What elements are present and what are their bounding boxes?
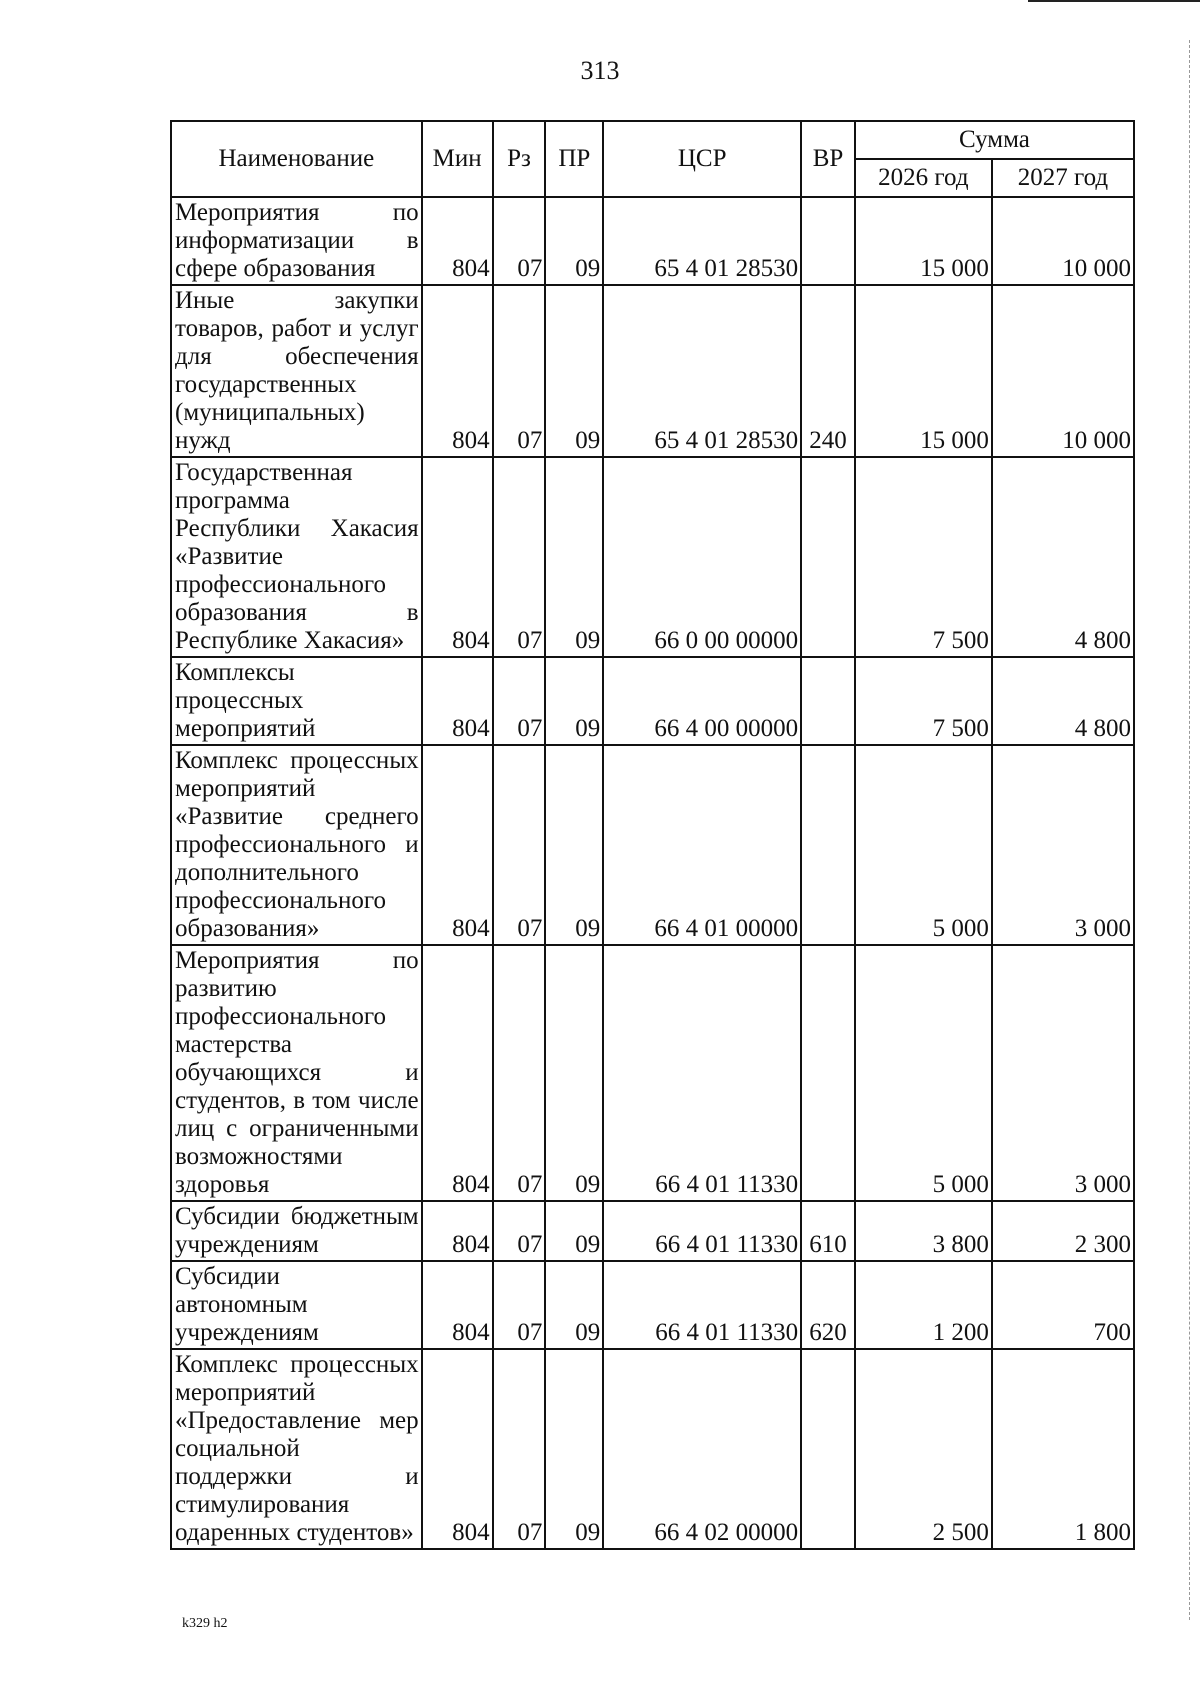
header-sum: Сумма [855,121,1134,159]
header-min: Мин [422,121,493,197]
table-row [171,1349,1134,1549]
table-body [171,197,1134,1549]
row-vr: 240 [801,285,855,457]
row-sum-2027: 700 [992,1261,1134,1349]
row-rz: 07 [493,1201,546,1261]
row-rz: 07 [493,457,546,657]
row-sum-2026: 7 500 [855,657,992,745]
header-rz: Рз [493,121,546,197]
row-csr: 65 4 01 28530 [603,285,801,457]
row-sum-2027: 4 800 [992,657,1134,745]
row-min: 804 [422,285,493,457]
row-pr: 09 [545,745,603,945]
row-sum-2027: 10 000 [992,285,1134,457]
row-sum-2026: 7 500 [855,457,992,657]
header-year-2026: 2026 год [855,159,992,197]
row-sum-2027: 1 800 [992,1349,1134,1549]
row-csr: 66 4 01 00000 [603,745,801,945]
row-sum-2027: 3 000 [992,745,1134,945]
table-row [171,945,1134,1201]
row-name: Субсидии бюджетным учреждениям [171,1201,422,1261]
scan-margin-line [1189,40,1190,1620]
row-vr [801,657,855,745]
row-rz: 07 [493,285,546,457]
table-row [171,1261,1134,1349]
row-name: Государственная программа Республики Хакасия «Развитие профессионального образования в Республике Хакасия» [171,457,422,657]
row-min: 804 [422,945,493,1201]
row-csr: 66 0 00 00000 [603,457,801,657]
row-pr: 09 [545,285,603,457]
row-csr: 66 4 02 00000 [603,1349,801,1549]
row-csr: 66 4 01 11330 [603,945,801,1201]
row-vr [801,1349,855,1549]
header-pr: ПР [545,121,603,197]
row-pr: 09 [545,457,603,657]
table-row [171,745,1134,945]
row-min: 804 [422,657,493,745]
row-sum-2026: 15 000 [855,197,992,285]
table-header [171,121,1134,197]
row-name: Комплексы процессных мероприятий [171,657,422,745]
row-min: 804 [422,745,493,945]
row-name: Мероприятия по информатизации в сфере образования [171,197,422,285]
row-pr: 09 [545,1349,603,1549]
footer-document-code: k329 h2 [182,1616,228,1631]
row-vr: 610 [801,1201,855,1261]
row-sum-2026: 5 000 [855,945,992,1201]
row-rz: 07 [493,745,546,945]
page-number: 313 [580,56,620,85]
row-sum-2026: 5 000 [855,745,992,945]
budget-table [170,120,1135,1550]
table-row [171,457,1134,657]
row-vr: 620 [801,1261,855,1349]
row-vr [801,457,855,657]
row-min: 804 [422,1261,493,1349]
scan-edge-line [1028,0,1200,2]
row-rz: 07 [493,1261,546,1349]
header-name: Наименование [171,121,422,197]
row-name: Субсидии автономным учреждениям [171,1261,422,1349]
row-sum-2027: 3 000 [992,945,1134,1201]
row-min: 804 [422,1349,493,1549]
row-sum-2026: 3 800 [855,1201,992,1261]
header-csr: ЦСР [603,121,801,197]
row-vr [801,945,855,1201]
row-csr: 65 4 01 28530 [603,197,801,285]
row-sum-2027: 10 000 [992,197,1134,285]
header-vr: ВР [801,121,855,197]
row-sum-2027: 4 800 [992,457,1134,657]
row-csr: 66 4 01 11330 [603,1261,801,1349]
row-pr: 09 [545,657,603,745]
row-sum-2027: 2 300 [992,1201,1134,1261]
row-vr [801,745,855,945]
row-name: Комплекс процессных мероприятий «Развитие среднего профессионального и дополнительного профессионального образования» [171,745,422,945]
table-row [171,1201,1134,1261]
row-sum-2026: 2 500 [855,1349,992,1549]
row-csr: 66 4 00 00000 [603,657,801,745]
row-pr: 09 [545,197,603,285]
row-pr: 09 [545,945,603,1201]
row-name: Комплекс процессных мероприятий «Предоставление мер социальной поддержки и стимулирования одаренных студентов» [171,1349,422,1549]
row-rz: 07 [493,945,546,1201]
row-rz: 07 [493,197,546,285]
table-row [171,285,1134,457]
row-pr: 09 [545,1201,603,1261]
row-name: Мероприятия по развитию профессионального мастерства обучающихся и студентов, в том числе лиц с ограниченными возможностями здоровья [171,945,422,1201]
row-min: 804 [422,1201,493,1261]
table-row [171,197,1134,285]
row-name: Иные закупки товаров, работ и услуг для обеспечения государственных (муниципальных) нужд [171,285,422,457]
row-min: 804 [422,197,493,285]
row-sum-2026: 15 000 [855,285,992,457]
row-rz: 07 [493,1349,546,1549]
row-sum-2026: 1 200 [855,1261,992,1349]
row-rz: 07 [493,657,546,745]
row-vr [801,197,855,285]
row-csr: 66 4 01 11330 [603,1201,801,1261]
row-min: 804 [422,457,493,657]
row-pr: 09 [545,1261,603,1349]
header-year-2027: 2027 год [992,159,1134,197]
table-row [171,657,1134,745]
